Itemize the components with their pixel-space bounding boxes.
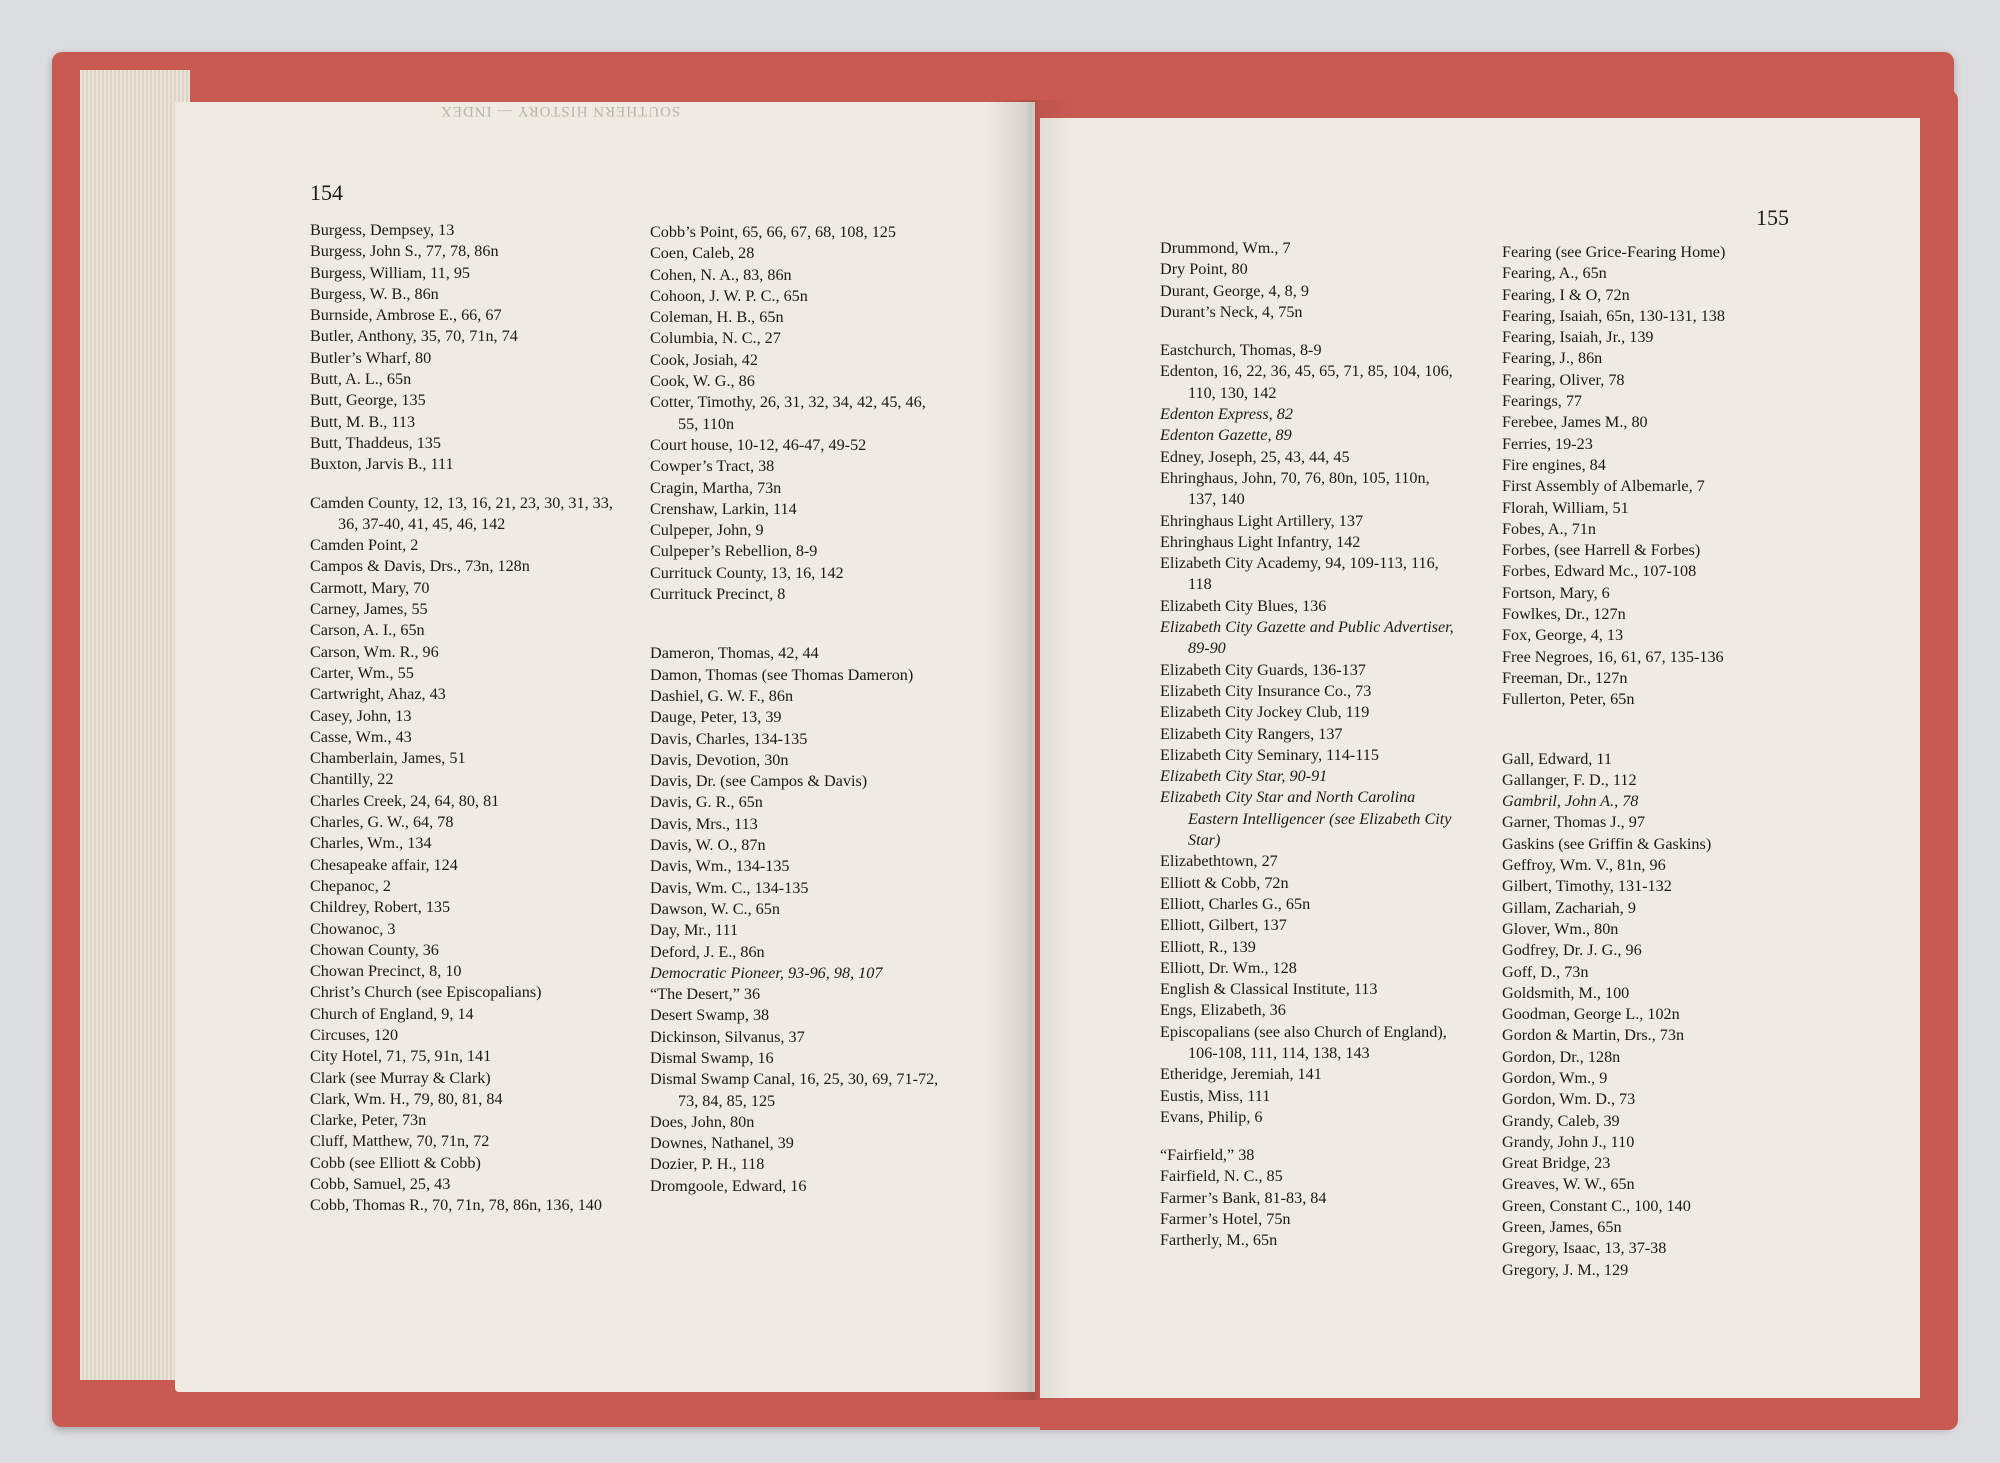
index-entry: Gilbert, Timothy, 131-132: [1502, 877, 1672, 896]
index-entry: Does, John, 80n: [650, 1112, 755, 1131]
index-entry: Edenton Express, 82: [1160, 405, 1293, 424]
index-entry: Goff, D., 73n: [1502, 962, 1589, 981]
spine-bleed-text: SOUTHERN HISTORY — INDEX: [440, 103, 681, 119]
index-entry: Cotter, Timothy, 26, 31, 32, 34, 42, 45, 46, 55, 110n: [650, 393, 926, 433]
index-entry: Democratic Pioneer, 93-96, 98, 107: [650, 963, 883, 982]
index-entry: Fortson, Mary, 6: [1502, 583, 1610, 602]
index-entry: Elizabeth City Seminary, 114-115: [1160, 745, 1379, 764]
index-entry: Goldsmith, M., 100: [1502, 983, 1630, 1002]
index-entry: Chowan County, 36: [310, 940, 439, 959]
index-entry: Crenshaw, Larkin, 114: [650, 499, 797, 518]
index-entry: Charles, G. W., 64, 78: [310, 813, 454, 832]
index-entry: Fartherly, M., 65n: [1160, 1231, 1278, 1250]
index-entry: Gregory, Isaac, 13, 37-38: [1502, 1239, 1667, 1258]
index-entry: City Hotel, 71, 75, 91n, 141: [310, 1047, 492, 1066]
index-entry: Cobb’s Point, 65, 66, 67, 68, 108, 125: [650, 223, 896, 241]
index-entry: Davis, Devotion, 30n: [650, 750, 789, 769]
index-entry: Elizabeth City Rangers, 137: [1160, 724, 1343, 743]
index-entry: Cook, W. G., 86: [650, 372, 755, 391]
book-gutter: [985, 100, 1075, 1400]
index-entry: Day, Mr., 111: [650, 921, 739, 940]
index-entry: Gillam, Zachariah, 9: [1502, 898, 1636, 917]
index-entry: Burgess, W. B., 86n: [310, 284, 439, 303]
index-entry: Drummond, Wm., 7: [1160, 239, 1291, 257]
index-entry: Garner, Thomas J., 97: [1502, 813, 1645, 832]
index-entry: Butt, M. B., 113: [310, 412, 416, 431]
index-entry: Gaskins (see Griffin & Gaskins): [1502, 834, 1712, 853]
index-entry: Butt, Thaddeus, 135: [310, 433, 441, 452]
index-entry: “The Desert,” 36: [650, 985, 761, 1004]
index-entry: Butt, A. L., 65n: [310, 370, 412, 389]
index-entry: Casey, John, 13: [310, 706, 412, 725]
index-entry: Dromgoole, Edward, 16: [650, 1176, 807, 1195]
index-entry: Culpeper, John, 9: [650, 521, 764, 540]
index-entry: Elizabeth City Guards, 136-137: [1160, 660, 1366, 679]
index-entry: Carmott, Mary, 70: [310, 578, 430, 597]
index-entry: Fowlkes, Dr., 127n: [1502, 605, 1626, 624]
index-entry: Charles, Wm., 134: [310, 834, 432, 853]
left-page-number: 154: [310, 180, 343, 205]
index-entry: Currituck Precinct, 8: [650, 585, 786, 604]
index-entry: Cobb, Samuel, 25, 43: [310, 1175, 451, 1194]
index-entry: Fobes, A., 71n: [1502, 519, 1596, 538]
index-entry: Davis, Dr. (see Campos & Davis): [650, 772, 868, 791]
index-entry: Eastchurch, Thomas, 8-9: [1160, 341, 1322, 360]
index-entry: Grandy, John J., 110: [1502, 1132, 1635, 1151]
index-entry: Carney, James, 55: [310, 600, 428, 619]
index-entry: Ferebee, James M., 80: [1502, 413, 1648, 432]
index-entry: Chowan Precinct, 8, 10: [310, 962, 462, 981]
index-entry: Elliott & Cobb, 72n: [1160, 873, 1289, 892]
index-entry: Etheridge, Jeremiah, 141: [1160, 1065, 1322, 1084]
index-entry: Fearing, I & O, 72n: [1502, 285, 1630, 304]
index-entry: Gordon, Dr., 128n: [1502, 1047, 1621, 1066]
index-entry: Casse, Wm., 43: [310, 727, 412, 746]
index-column-right-1: [1160, 238, 1460, 1252]
index-entry: Dawson, W. C., 65n: [650, 899, 780, 918]
index-entry: Cook, Josiah, 42: [650, 350, 758, 369]
index-entry: Florah, William, 51: [1502, 498, 1629, 517]
index-entry: Chesapeake affair, 124: [310, 855, 458, 874]
index-entry: Desert Swamp, 38: [650, 1006, 770, 1025]
index-entry: “Fairfield,” 38: [1160, 1146, 1255, 1165]
index-entry: Cohen, N. A., 83, 86n: [650, 265, 792, 284]
index-entry: Chepanoc, 2: [310, 876, 391, 895]
index-column-left-1: [310, 220, 615, 1217]
index-entry: Gall, Edward, 11: [1502, 749, 1612, 768]
index-entry: Christ’s Church (see Episcopalians): [310, 983, 542, 1002]
index-entry: Elizabeth City Academy, 94, 109-113, 116, 118: [1160, 554, 1439, 594]
index-entry: Dashiel, G. W. F., 86n: [650, 686, 794, 705]
index-entry: Buxton, Jarvis B., 111: [310, 455, 454, 474]
index-entry: Gordon, Wm., 9: [1502, 1068, 1608, 1087]
index-entry: Elizabethtown, 27: [1160, 852, 1278, 871]
index-entry: Campos & Davis, Drs., 73n, 128n: [310, 557, 530, 576]
index-entry: Davis, W. O., 87n: [650, 836, 766, 855]
index-entry: Childrey, Robert, 135: [310, 898, 451, 917]
index-entry: Farmer’s Hotel, 75n: [1160, 1210, 1291, 1229]
index-entry: Ehringhaus, John, 70, 76, 80n, 105, 110n, 137, 140: [1160, 468, 1430, 509]
index-entry: Clarke, Peter, 73n: [310, 1111, 427, 1130]
index-entry: Butt, George, 135: [310, 391, 426, 410]
index-entry: Evans, Philip, 6: [1160, 1107, 1263, 1126]
index-entry: Elliott, Gilbert, 137: [1160, 916, 1287, 935]
index-entry: Elizabeth City Star, 90-91: [1160, 767, 1328, 786]
index-entry: Carson, A. I., 65n: [310, 621, 425, 640]
index-entry: Goodman, George L., 102n: [1502, 1005, 1680, 1024]
index-entry: Deford, J. E., 86n: [650, 942, 765, 961]
index-entry: Dickinson, Silvanus, 37: [650, 1027, 805, 1046]
index-entry: Durant, George, 4, 8, 9: [1160, 281, 1309, 300]
index-entry: Fearing, Isaiah, Jr., 139: [1502, 328, 1654, 347]
index-entry: Episcopalians (see also Church of England), 106-108, 111, 114, 138, 143: [1160, 1022, 1447, 1062]
index-entry: Great Bridge, 23: [1502, 1154, 1611, 1173]
index-entry: Chantilly, 22: [310, 770, 394, 789]
right-page-number: 155: [1756, 205, 1789, 230]
index-entry: Dismal Swamp Canal, 16, 25, 30, 69, 71-72, 73, 84, 85, 125: [650, 1070, 939, 1110]
index-entry: Fearing (see Grice-Fearing Home): [1502, 243, 1726, 261]
index-entry: Charles Creek, 24, 64, 80, 81: [310, 791, 500, 810]
index-entry: Ferries, 19-23: [1502, 434, 1593, 453]
index-entry: Fairfield, N. C., 85: [1160, 1167, 1283, 1186]
index-entry: Fearing, A., 65n: [1502, 264, 1607, 283]
index-entry: Godfrey, Dr. J. G., 96: [1502, 941, 1642, 960]
index-column-left-2: [650, 222, 950, 1197]
index-entry: Elizabeth City Insurance Co., 73: [1160, 681, 1372, 700]
index-entry: Downes, Nathanel, 39: [650, 1134, 794, 1153]
index-entry: Glover, Wm., 80n: [1502, 919, 1619, 938]
index-entry: Cobb, Thomas R., 70, 71n, 78, 86n, 136, 140: [310, 1196, 602, 1215]
index-entry: Circuses, 120: [310, 1025, 399, 1044]
index-entry: Geffroy, Wm. V., 81n, 96: [1502, 856, 1666, 875]
index-entry: Gambril, John A., 78: [1502, 792, 1639, 811]
index-entry: Burgess, John S., 77, 78, 86n: [310, 242, 499, 261]
index-entry: Gregory, J. M., 129: [1502, 1260, 1629, 1279]
index-entry: Elizabeth City Blues, 136: [1160, 596, 1327, 615]
index-entry: Greaves, W. W., 65n: [1502, 1175, 1635, 1194]
index-entry: Fullerton, Peter, 65n: [1502, 690, 1635, 709]
index-entry: Elliott, Dr. Wm., 128: [1160, 958, 1297, 977]
index-entry: Edenton Gazette, 89: [1160, 426, 1292, 445]
index-entry: Elizabeth City Jockey Club, 119: [1160, 703, 1370, 722]
index-entry: Fearing, J., 86n: [1502, 349, 1603, 368]
page-edges: [80, 70, 190, 1380]
index-entry: Forbes, (see Harrell & Forbes): [1502, 541, 1701, 560]
index-entry: Camden Point, 2: [310, 536, 419, 555]
index-entry: Green, James, 65n: [1502, 1218, 1622, 1237]
index-entry: Elizabeth City Gazette and Public Advertiser, 89-90: [1160, 618, 1454, 658]
index-entry: Cluff, Matthew, 70, 71n, 72: [310, 1132, 490, 1151]
index-entry: Coleman, H. B., 65n: [650, 308, 784, 327]
index-entry: Butler, Anthony, 35, 70, 71n, 74: [310, 327, 518, 346]
index-entry: Fearing, Isaiah, 65n, 130-131, 138: [1502, 306, 1725, 325]
index-entry: Gordon & Martin, Drs., 73n: [1502, 1026, 1685, 1045]
index-entry: Burgess, Dempsey, 13: [310, 221, 455, 239]
index-entry: Culpeper’s Rebellion, 8-9: [650, 542, 818, 561]
index-entry: Cowper’s Tract, 38: [650, 457, 775, 476]
index-entry: Fire engines, 84: [1502, 455, 1606, 474]
index-entry: Farmer’s Bank, 81-83, 84: [1160, 1188, 1327, 1207]
index-column-right-2: [1502, 242, 1822, 1281]
index-entry: Elizabeth City Star and North Carolina Eastern Intelligencer (see Elizabeth City Star): [1160, 788, 1452, 850]
index-entry: Ehringhaus Light Infantry, 142: [1160, 532, 1361, 551]
index-entry: Fearing, Oliver, 78: [1502, 370, 1625, 389]
index-entry: Elliott, Charles G., 65n: [1160, 894, 1311, 913]
index-entry: Edney, Joseph, 25, 43, 44, 45: [1160, 447, 1350, 466]
index-entry: Cartwright, Ahaz, 43: [310, 685, 446, 704]
index-entry: Elliott, R., 139: [1160, 937, 1256, 956]
index-entry: Chowanoc, 3: [310, 919, 396, 938]
index-entry: Cobb (see Elliott & Cobb): [310, 1153, 481, 1172]
index-entry: Gordon, Wm. D., 73: [1502, 1090, 1636, 1109]
index-entry: Ehringhaus Light Artillery, 137: [1160, 511, 1364, 530]
index-entry: Burnside, Ambrose E., 66, 67: [310, 306, 502, 325]
index-entry: Carson, Wm. R., 96: [310, 642, 439, 661]
index-entry: Court house, 10-12, 46-47, 49-52: [650, 435, 867, 454]
index-entry: Butler’s Wharf, 80: [310, 348, 432, 367]
index-entry: Green, Constant C., 100, 140: [1502, 1196, 1691, 1215]
index-entry: Cragin, Martha, 73n: [650, 478, 782, 497]
index-entry: Currituck County, 13, 16, 142: [650, 563, 844, 582]
index-entry: Davis, Wm. C., 134-135: [650, 878, 809, 897]
index-entry: Columbia, N. C., 27: [650, 329, 781, 348]
index-entry: Clark, Wm. H., 79, 80, 81, 84: [310, 1089, 503, 1108]
index-entry: Dismal Swamp, 16: [650, 1048, 774, 1067]
index-entry: Chamberlain, James, 51: [310, 749, 466, 768]
index-entry: Davis, Wm., 134-135: [650, 857, 790, 876]
index-entry: Forbes, Edward Mc., 107-108: [1502, 562, 1697, 581]
index-entry: Church of England, 9, 14: [310, 1004, 474, 1023]
index-entry: Camden County, 12, 13, 16, 21, 23, 30, 31, 33, 36, 37-40, 41, 45, 46, 142: [310, 493, 613, 533]
index-entry: First Assembly of Albemarle, 7: [1502, 477, 1705, 496]
index-entry: Damon, Thomas (see Thomas Dameron): [650, 665, 914, 684]
index-entry: Carter, Wm., 55: [310, 663, 414, 682]
index-entry: Engs, Elizabeth, 36: [1160, 1001, 1286, 1020]
index-entry: Freeman, Dr., 127n: [1502, 668, 1628, 687]
index-entry: Dry Point, 80: [1160, 260, 1248, 279]
index-entry: Davis, Charles, 134-135: [650, 729, 808, 748]
index-entry: Fox, George, 4, 13: [1502, 626, 1624, 645]
index-entry: Edenton, 16, 22, 36, 45, 65, 71, 85, 104, 106, 110, 130, 142: [1160, 362, 1453, 402]
index-entry: Free Negroes, 16, 61, 67, 135-136: [1502, 647, 1724, 666]
index-entry: Durant’s Neck, 4, 75n: [1160, 302, 1303, 321]
index-entry: Davis, Mrs., 113: [650, 814, 758, 833]
index-entry: Grandy, Caleb, 39: [1502, 1111, 1620, 1130]
index-entry: Dauge, Peter, 13, 39: [650, 708, 782, 727]
index-entry: Burgess, William, 11, 95: [310, 263, 471, 282]
index-entry: Coen, Caleb, 28: [650, 244, 755, 263]
index-entry: Dozier, P. H., 118: [650, 1155, 765, 1174]
index-entry: Gallanger, F. D., 112: [1502, 770, 1637, 789]
index-entry: English & Classical Institute, 113: [1160, 980, 1378, 999]
index-entry: Davis, G. R., 65n: [650, 793, 763, 812]
index-entry: Clark (see Murray & Clark): [310, 1068, 491, 1087]
index-entry: Dameron, Thomas, 42, 44: [650, 644, 819, 663]
index-entry: Fearings, 77: [1502, 392, 1583, 411]
index-entry: Eustis, Miss, 111: [1160, 1086, 1271, 1105]
index-entry: Cohoon, J. W. P. C., 65n: [650, 286, 808, 305]
